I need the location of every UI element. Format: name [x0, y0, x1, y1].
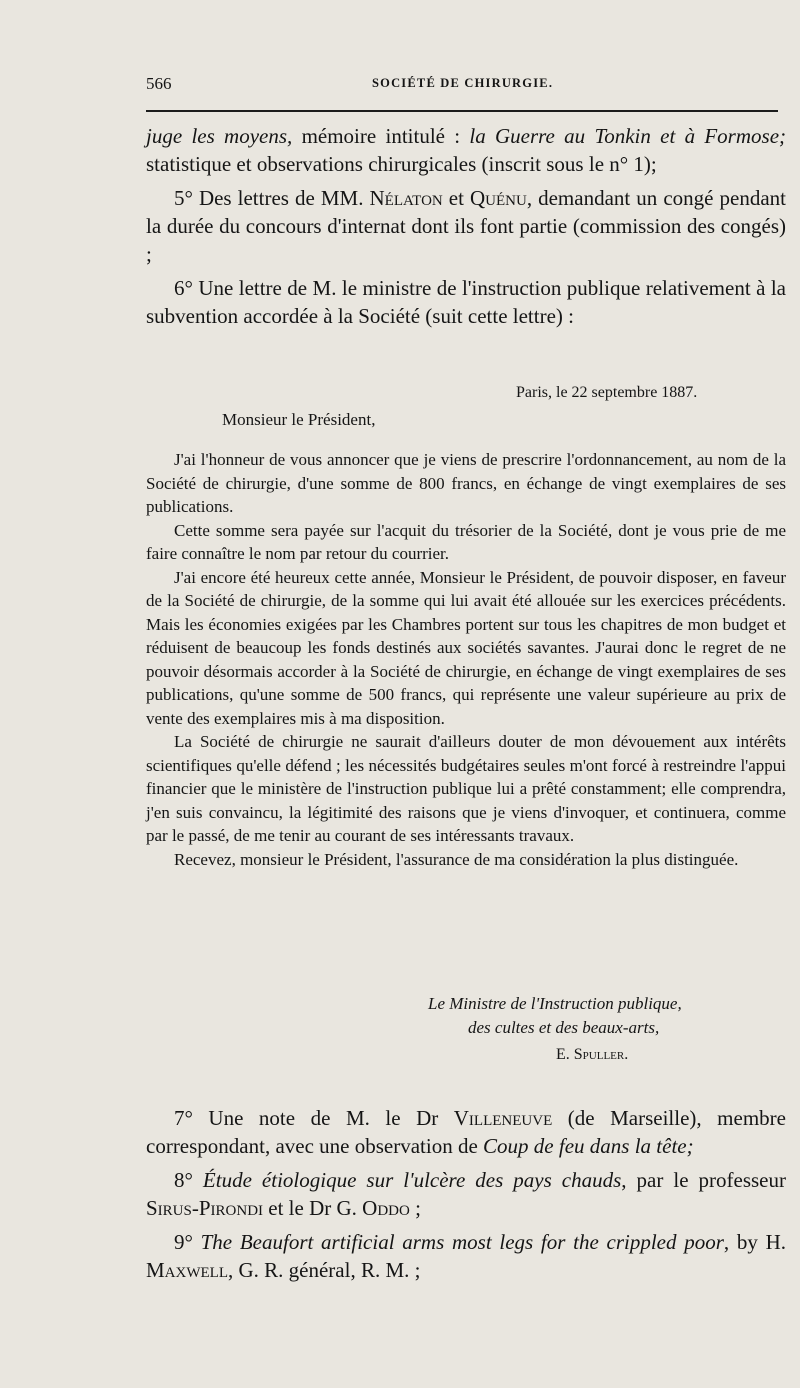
- signature-line-2: des cultes et des beaux-arts,: [468, 1018, 660, 1037]
- running-title: SOCIÉTÉ DE CHIRURGIE.: [372, 76, 554, 90]
- letter-paragraph-1: J'ai l'honneur de vous annoncer que je viens de prescrire l'ordonnancement, au nom de la Société de chirurgie, d'une somme de 800 francs, en échange de vingt exemplaires de ses publications.: [146, 450, 786, 516]
- item4-continuation: juge les moyens, mémoire intitulé : la Guerre au Tonkin et à Formose; statistique et observations chirurgicales (inscrit sous le n° 1);: [146, 124, 787, 176]
- page-header: [146, 74, 760, 100]
- signer-name: E. Spuller.: [556, 1046, 629, 1063]
- intro-items: [146, 122, 786, 330]
- letter-salutation: Monsieur le Président,: [222, 410, 376, 429]
- later-items: [146, 1104, 786, 1284]
- item8: 8° Étude étiologique sur l'ulcère des pays chauds, par le professeur Sirus-Pirondi et le Dr G. Oddo ;: [146, 1168, 786, 1220]
- signature-line-1: Le Ministre de l'Instruction publique,: [428, 994, 682, 1013]
- page-number: 566: [146, 74, 172, 93]
- item9: 9° The Beaufort artificial arms most legs for the crippled poor, by H. Maxwell, G. R. général, R. M. ;: [146, 1230, 786, 1282]
- letter-paragraph-4: La Société de chirurgie ne saurait d'ailleurs douter de mon dévouement aux intérêts scientifiques qu'elle défend ; les nécessités budgétaires seules m'ont forcé à restreindre l'appui financier que le ministère de l'instruction publique lui a prêté constamment; elle comprendra, j'en suis convaincu, la légitimité des raisons que je viens d'invoquer, et continuera, comme par le passé, de me tenir au courant de ses intéressants travaux.: [146, 732, 786, 845]
- letter-paragraph-2: Cette somme sera payée sur l'acquit du trésorier de la Société, dont je vous prie de me faire connaître le nom par retour du courrier.: [146, 520, 786, 563]
- letter-paragraph-5: Recevez, monsieur le Président, l'assurance de ma considération la plus distinguée.: [174, 849, 739, 869]
- header-rule: [146, 110, 778, 112]
- item5: 5° Des lettres de MM. Nélaton et Quénu, demandant un congé pendant la durée du concours d'internat dont ils font partie (commission des congés) ;: [146, 186, 786, 266]
- item7: 7° Une note de M. le Dr Villeneuve (de Marseille), membre correspondant, avec une observation de Coup de feu dans la tête;: [146, 1106, 786, 1158]
- letter-date: Paris, le 22 septembre 1887.: [516, 384, 698, 401]
- letter-paragraph-3: J'ai encore été heureux cette année, Monsieur le Président, de pouvoir disposer, en faveur de la Société de chirurgie, de la somme qui lui avait été allouée sur les exercices précédents. Mais les économies exigées par les Chambres portent sur tous les chapitres de mon budget et réduisent de beaucoup les fonds destinés aux sociétés savantes. J'aurai donc le regret de ne pouvoir désormais accorder à la Société de chirurgie, en échange de vingt exemplaires de ses publications, qu'une somme de 500 francs, qui représente une valeur supérieure au prix de vente des exemplaires mis à ma disposition.: [146, 567, 786, 728]
- item6: 6° Une lettre de M. le ministre de l'instruction publique relativement à la subvention accordée à la Société (suit cette lettre) :: [146, 276, 786, 328]
- letter-body: [146, 448, 786, 871]
